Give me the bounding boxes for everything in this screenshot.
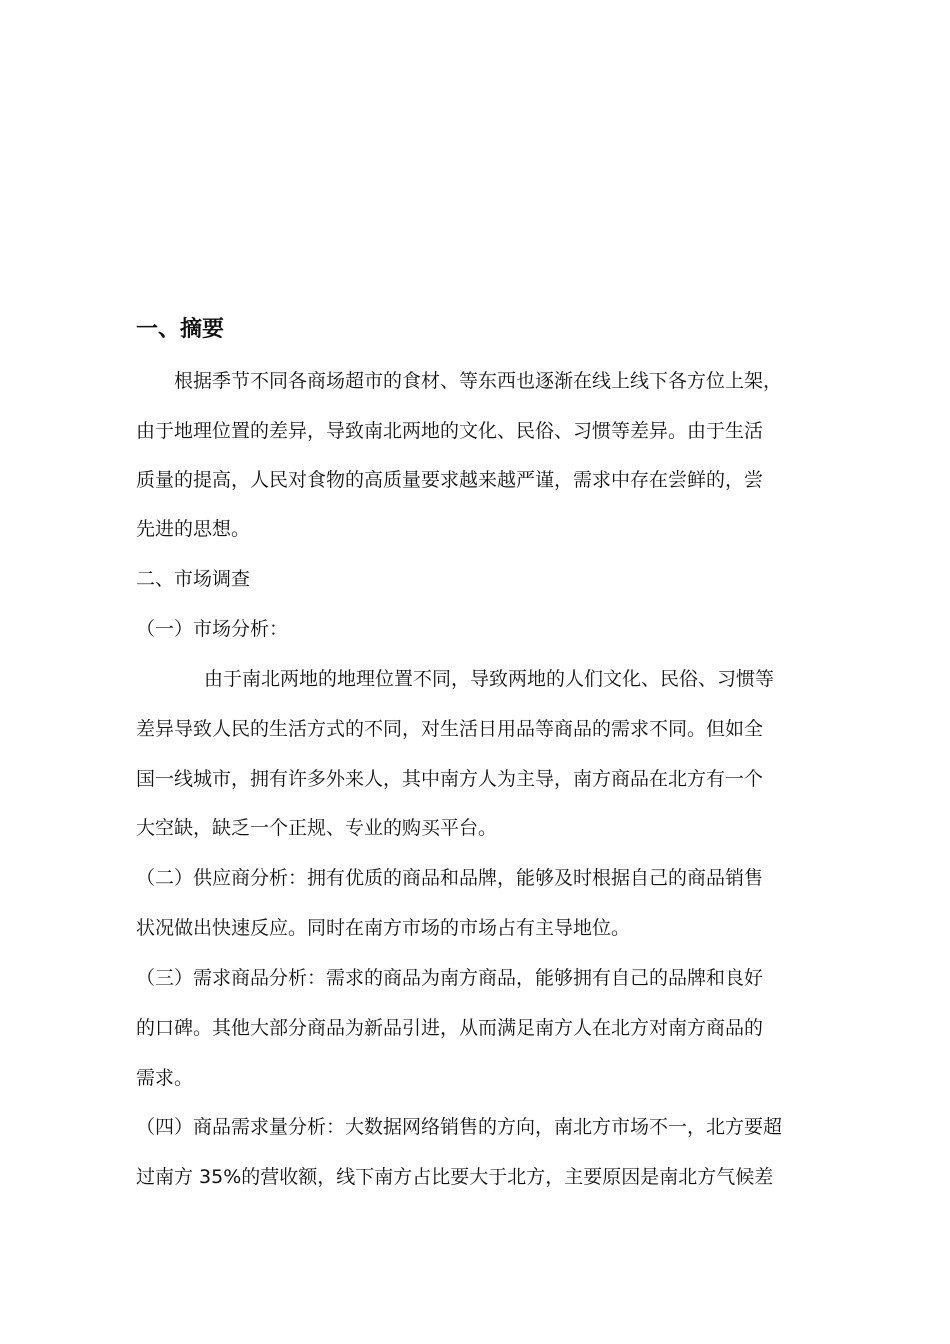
section-heading-summary: 一、摘要 (136, 317, 225, 342)
paragraph-line: 由于地理位置的差异，导致南北两地的文化、民俗、习惯等差异。由于生活 (136, 420, 764, 442)
paragraph-line: 差异导致人民的生活方式的不同，对生活日用品等商品的需求不同。但如全 (136, 718, 764, 740)
subsection-demand-volume-analysis: （四）商品需求量分析：大数据网络销售的方向，南北方市场不一，北方要超 (136, 1116, 783, 1138)
paragraph-line: 大空缺，缺乏一个正规、专业的购买平台。 (136, 817, 498, 839)
paragraph-line: 先进的思想。 (136, 518, 251, 540)
section-heading-market-research: 二、市场调查 (136, 568, 251, 590)
paragraph-line: 状况做出快速反应。同时在南方市场的市场占有主导地位。 (136, 917, 631, 939)
paragraph-line: 的口碑。其他大部分商品为新品引进，从而满足南方人在北方对南方商品的 (136, 1017, 764, 1039)
paragraph-line: 根据季节不同各商场超市的食材、等东西也逐渐在线上线下各方位上架， (174, 370, 783, 392)
paragraph-line: 需求。 (136, 1067, 194, 1089)
subsection-supplier-analysis: （二）供应商分析：拥有优质的商品和品牌，能够及时根据自己的商品销售 (136, 867, 764, 889)
paragraph-line: 过南方 35%的营收额，线下南方占比要大于北方，主要原因是南北方气候差 (136, 1166, 774, 1188)
subsection-heading-market-analysis: （一）市场分析： (136, 618, 289, 640)
paragraph-line: 由于南北两地的地理位置不同，导致两地的人们文化、民俗、习惯等 (204, 668, 775, 690)
paragraph-line: 国一线城市，拥有许多外来人，其中南方人为主导，南方商品在北方有一个 (136, 768, 764, 790)
paragraph-line: 质量的提高，人民对食物的高质量要求越来越严谨，需求中存在尝鲜的，尝 (136, 469, 764, 491)
subsection-demand-goods-analysis: （三）需求商品分析：需求的商品为南方商品，能够拥有自己的品牌和良好 (136, 967, 764, 989)
